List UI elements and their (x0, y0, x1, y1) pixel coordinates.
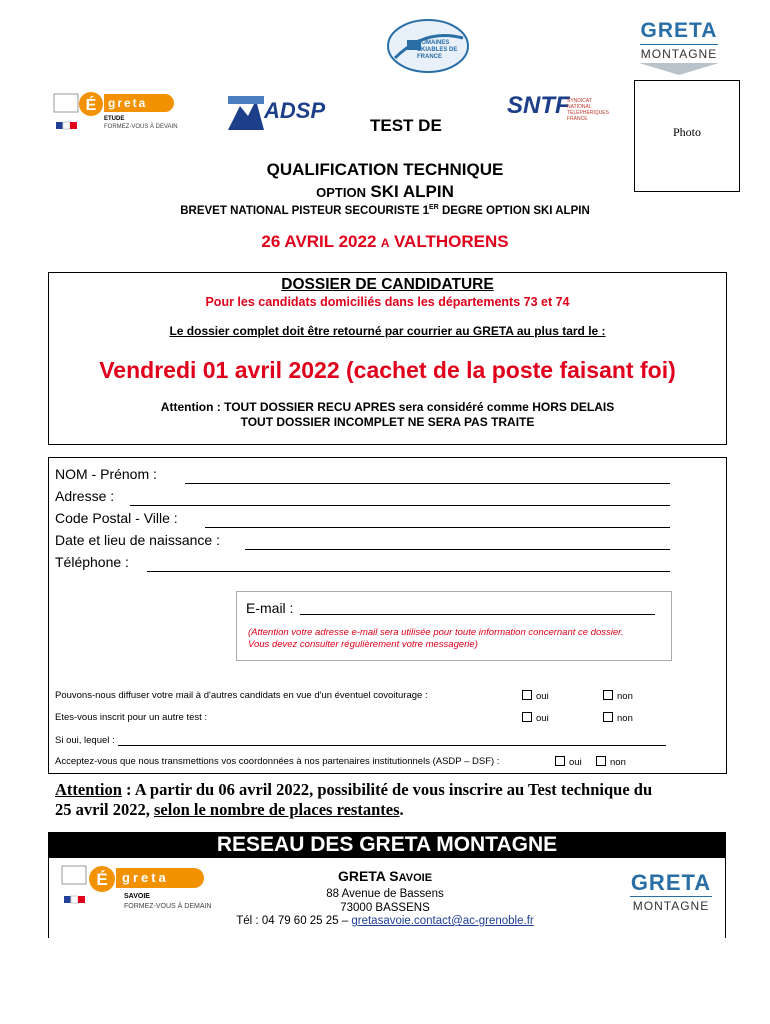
telephone-label: Téléphone : (55, 554, 129, 570)
address-line2: 73000 BASSENS (340, 902, 430, 914)
adresse-label: Adresse : (55, 488, 115, 504)
domaines-skiables-logo (385, 18, 471, 74)
email-note-line2: Vous devez consulter régulièrement votre messagerie) (248, 639, 478, 650)
date-b: VALTHORENS (393, 232, 509, 251)
greta-etude-brand: greta (108, 96, 148, 110)
greta-montagne-logo-line1: GRETA (640, 19, 718, 42)
test-de-heading: TEST DE (370, 116, 442, 135)
greta-savoie-logo (60, 862, 215, 912)
partenaires-question: Acceptez-vous que nous transmettions vos coordonnées à nos partenaires institutionnels (ASDP – DSF) : (55, 756, 500, 767)
adsp-logo (228, 96, 324, 132)
checkbox-icon[interactable] (555, 756, 565, 766)
email-note-line1: (Attention votre adresse e-mail sera utilisée pour toute information concernant ce dossier. (248, 627, 624, 638)
partenaires-non[interactable] (596, 756, 626, 768)
photo-label: Photo (672, 125, 701, 139)
adsp-text: ADSP (264, 98, 326, 123)
greta-montagne-footer-line1: GRETA (630, 870, 712, 895)
email-label: E-mail : (246, 600, 294, 616)
snte-logo (505, 88, 609, 138)
checkbox-icon[interactable] (603, 712, 613, 722)
greta-savoie-banner (116, 868, 204, 888)
brevet-heading (0, 204, 770, 217)
non-label: non (610, 757, 626, 768)
oui-label: oui (569, 757, 582, 768)
option-small: OPTION (316, 185, 366, 200)
cp-field[interactable] (205, 527, 670, 528)
svg-text:É: É (85, 97, 97, 114)
reseau-banner: RESEAU DES GRETA MONTAGNE (48, 832, 726, 858)
autre-test-non[interactable] (603, 712, 633, 724)
attention-line2: TOUT DOSSIER INCOMPLET NE SERA PAS TRAITE (240, 415, 535, 429)
greta-montagne-footer-line2: MONTAGNE (630, 896, 712, 913)
deadline-text: Vendredi 01 avril 2022 (cachet de la poste faisant foi) (99, 357, 676, 383)
notice-text2c: . (399, 800, 404, 819)
greta-savoie-brand: greta (122, 870, 169, 885)
mountain-icon (639, 63, 719, 75)
covoiturage-non[interactable] (603, 690, 633, 702)
option-big: SKI ALPIN (370, 182, 454, 201)
greta-montagne-logo (636, 20, 722, 75)
greta-savoie-title-b: AVOIE (398, 872, 433, 884)
greta-savoie-sub1: SAVOIE (124, 893, 150, 900)
partenaires-oui[interactable] (555, 756, 582, 768)
dossier-subtitle: Pour les candidats domiciliés dans les départements 73 et 74 (205, 295, 570, 309)
lequel-field[interactable] (118, 745, 666, 746)
email-box (236, 591, 672, 661)
oui-label: oui (536, 691, 549, 702)
domaines-skiables-text: DOMAINES SKIABLES DE FRANCE (417, 40, 458, 60)
greta-etude-sub1: ETUDE (104, 116, 125, 122)
qualification-heading: QUALIFICATION TECHNIQUE (266, 160, 504, 179)
brevet-sup: ER (429, 204, 439, 211)
covoiturage-oui[interactable] (522, 690, 549, 702)
notice-text2a: 25 avril 2022, (55, 800, 154, 819)
cp-label: Code Postal - Ville : (55, 510, 178, 526)
brevet-text-b: DEGRE OPTION SKI ALPIN (438, 204, 590, 217)
address-line1: 88 Avenue de Bassens (326, 888, 444, 900)
notice-text1: : A partir du 06 avril 2022, possibilité de vous inscrire au Test technique du (121, 780, 653, 799)
dossier-box (48, 272, 727, 445)
covoiturage-question: Pouvons-nous diffuser votre mail à d'autres candidats en vue d'un éventuel covoiturage : (55, 690, 428, 701)
greta-montagne-footer-logo (626, 872, 716, 913)
greta-savoie-title (250, 868, 520, 884)
oui-label: oui (536, 713, 549, 724)
nom-field[interactable] (185, 483, 670, 484)
naissance-field[interactable] (245, 549, 670, 550)
email-link[interactable]: gretasavoie.contact@ac-grenoble.fr (351, 915, 534, 927)
nom-label: NOM - Prénom : (55, 466, 157, 482)
brevet-text-a: BREVET NATIONAL PISTEUR SECOURISTE 1 (180, 204, 430, 217)
non-label: non (617, 713, 633, 724)
checkbox-icon[interactable] (596, 756, 606, 766)
date-heading (0, 232, 770, 252)
greta-etude-logo (52, 90, 177, 135)
adresse-field[interactable] (130, 505, 670, 506)
lequel-label: Si oui, lequel : (55, 735, 115, 746)
greta-etude-sub2: FORMEZ-VOUS À DEVAIN (104, 124, 178, 130)
naissance-label: Date et lieu de naissance : (55, 532, 220, 548)
greta-etude-banner (104, 94, 174, 112)
autre-test-oui[interactable] (522, 712, 549, 724)
notice-line2 (55, 800, 404, 820)
non-label: non (617, 691, 633, 702)
retour-text: Le dossier complet doit être retourné par courrier au GRETA au plus tard le : (169, 324, 606, 338)
snte-text: SYNDICAT NATIONAL TÉLÉPHÉRIQUES FRANCE (567, 98, 609, 122)
attention-line1: Attention : TOUT DOSSIER RECU APRES sera considéré comme HORS DELAIS (160, 400, 615, 414)
checkbox-icon[interactable] (603, 690, 613, 700)
greta-savoie-sub2: FORMEZ-VOUS À DEMAIN (124, 903, 212, 910)
greta-savoie-title-a: GRETA S (337, 868, 399, 884)
checkbox-icon[interactable] (522, 690, 532, 700)
snte-brand: SNTF (507, 92, 570, 119)
date-small: A (380, 236, 390, 250)
notice-text2b: selon le nombre de places restantes (154, 800, 400, 819)
dossier-title: DOSSIER DE CANDIDATURE (281, 276, 494, 293)
autre-test-question: Etes-vous inscrit pour un autre test : (55, 712, 208, 723)
telephone-field[interactable] (147, 571, 670, 572)
greta-montagne-logo-line2: MONTAGNE (640, 44, 718, 61)
tel-text: Tél : 04 79 60 25 25 – (236, 915, 352, 927)
contact-line (200, 915, 570, 927)
svg-text:É: É (96, 870, 108, 889)
email-field[interactable] (300, 614, 655, 615)
checkbox-icon[interactable] (522, 712, 532, 722)
option-heading (0, 182, 770, 202)
notice-line1 (55, 780, 652, 800)
date-a: 26 AVRIL 2022 (261, 232, 377, 251)
notice-attention: Attention (55, 780, 122, 799)
